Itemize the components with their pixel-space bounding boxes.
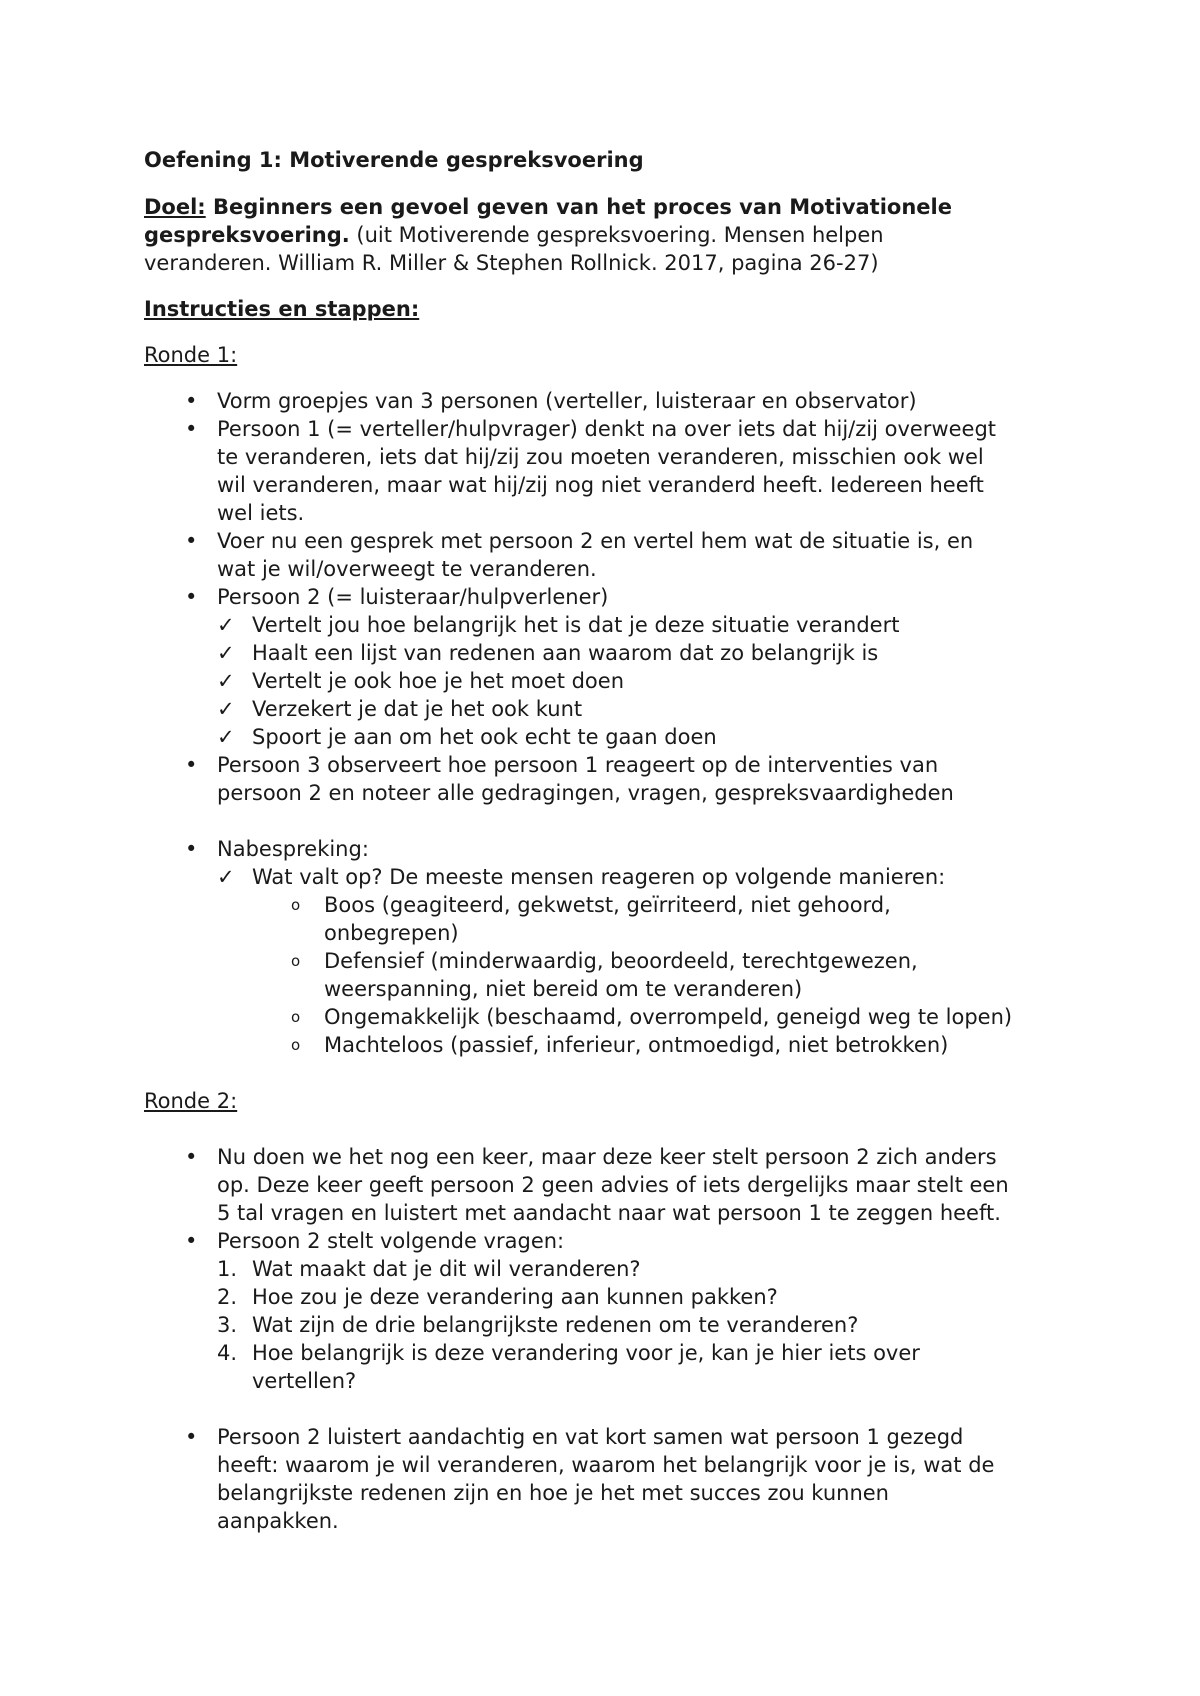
sub-bullet-icon: o xyxy=(291,952,301,970)
list-item: belangrijkste redenen zijn en hoe je het met succes zou kunnen xyxy=(217,1481,889,1505)
document-title: Oefening 1: Motiverende gespreksvoering xyxy=(144,148,644,172)
round-1-heading: Ronde 1: xyxy=(144,343,238,367)
list-item: heeft: waarom je wil veranderen, waarom het belangrijk voor je is, wat de xyxy=(217,1453,995,1477)
sub-list-item: onbegrepen) xyxy=(324,921,459,945)
doel-bold-text-2: gespreksvoering. xyxy=(144,223,350,247)
doel-bold-text: Beginners een gevoel geven van het proces van Motivationele xyxy=(205,195,952,219)
doel-line-1 xyxy=(144,193,952,221)
list-item: Persoon 3 observeert hoe persoon 1 reageert op de interventies van xyxy=(217,753,939,777)
bullet-icon: • xyxy=(185,389,198,413)
bullet-icon: • xyxy=(185,1229,198,1253)
list-item: op. Deze keer geeft persoon 2 geen advies of iets dergelijks maar stelt een xyxy=(217,1173,1009,1197)
bullet-icon: • xyxy=(185,837,198,861)
sub-bullet-icon: o xyxy=(291,1036,301,1054)
checkmark-icon: ✓ xyxy=(217,641,235,665)
list-item: aanpakken. xyxy=(217,1509,339,1533)
list-item: Persoon 2 (= luisteraar/hulpverlener) xyxy=(217,585,609,609)
list-item: 5 tal vragen en luistert met aandacht naar wat persoon 1 te zeggen heeft. xyxy=(217,1201,1001,1225)
list-item: Nu doen we het nog een keer, maar deze keer stelt persoon 2 zich anders xyxy=(217,1145,997,1169)
list-item: te veranderen, iets dat hij/zij zou moeten veranderen, misschien ook wel xyxy=(217,445,984,469)
list-item: Persoon 2 luistert aandachtig en vat kort samen wat persoon 1 gezegd xyxy=(217,1425,964,1449)
list-item: Vorm groepjes van 3 personen (verteller, luisteraar en observator) xyxy=(217,389,917,413)
sub-bullet-icon: o xyxy=(291,896,301,914)
check-item: Vertelt jou hoe belangrijk het is dat je deze situatie verandert xyxy=(252,613,900,637)
check-item: Haalt een lijst van redenen aan waarom dat zo belangrijk is xyxy=(252,641,879,665)
bullet-icon: • xyxy=(185,753,198,777)
list-item: Voer nu een gesprek met persoon 2 en vertel hem wat de situatie is, en xyxy=(217,529,974,553)
checkmark-icon: ✓ xyxy=(217,865,235,889)
checkmark-icon: ✓ xyxy=(217,697,235,721)
question-item: Hoe belangrijk is deze verandering voor je, kan je hier iets over xyxy=(252,1341,920,1365)
doel-source-2: veranderen. William R. Miller & Stephen Rollnick. 2017, pagina 26-27) xyxy=(144,251,879,275)
bullet-icon: • xyxy=(185,1425,198,1449)
doel-line-2 xyxy=(144,221,884,249)
check-item: Verzekert je dat je het ook kunt xyxy=(252,697,583,721)
check-item: Spoort je aan om het ook echt te gaan doen xyxy=(252,725,717,749)
list-item: wil veranderen, maar wat hij/zij nog niet veranderd heeft. Iedereen heeft xyxy=(217,473,984,497)
bullet-icon: • xyxy=(185,529,198,553)
bullet-icon: • xyxy=(185,585,198,609)
bullet-icon: • xyxy=(185,417,198,441)
sub-list-item: weerspanning, niet bereid om te veranderen) xyxy=(324,977,803,1001)
list-item: Persoon 1 (= verteller/hulpvrager) denkt na over iets dat hij/zij overweegt xyxy=(217,417,997,441)
list-item: wat je wil/overweegt te veranderen. xyxy=(217,557,597,581)
check-item: Wat valt op? De meeste mensen reageren op volgende manieren: xyxy=(252,865,946,889)
question-number: 4. xyxy=(217,1341,238,1365)
list-item: Persoon 2 stelt volgende vragen: xyxy=(217,1229,565,1253)
checkmark-icon: ✓ xyxy=(217,613,235,637)
list-item: wel iets. xyxy=(217,501,305,525)
question-number: 1. xyxy=(217,1257,238,1281)
round-2-heading: Ronde 2: xyxy=(144,1089,238,1113)
list-item: persoon 2 en noteer alle gedragingen, vragen, gespreksvaardigheden xyxy=(217,781,954,805)
check-item: Vertelt je ook hoe je het moet doen xyxy=(252,669,625,693)
question-item: Hoe zou je deze verandering aan kunnen pakken? xyxy=(252,1285,778,1309)
question-number: 2. xyxy=(217,1285,238,1309)
sub-list-item: Boos (geagiteerd, gekwetst, geïrriteerd, niet gehoord, xyxy=(324,893,891,917)
question-item: vertellen? xyxy=(252,1369,357,1393)
doel-source: (uit Motiverende gespreksvoering. Mensen helpen xyxy=(349,223,884,247)
sub-list-item: Ongemakkelijk (beschaamd, overrompeld, geneigd weg te lopen) xyxy=(324,1005,1013,1029)
question-number: 3. xyxy=(217,1313,238,1337)
instructions-heading: Instructies en stappen: xyxy=(144,297,420,321)
checkmark-icon: ✓ xyxy=(217,669,235,693)
list-item: Nabespreking: xyxy=(217,837,369,861)
question-item: Wat zijn de drie belangrijkste redenen om te veranderen? xyxy=(252,1313,859,1337)
question-item: Wat maakt dat je dit wil veranderen? xyxy=(252,1257,641,1281)
sub-list-item: Machteloos (passief, inferieur, ontmoedigd, niet betrokken) xyxy=(324,1033,949,1057)
bullet-icon: • xyxy=(185,1145,198,1169)
doel-label: Doel: xyxy=(144,195,206,219)
sub-list-item: Defensief (minderwaardig, beoordeeld, terechtgewezen, xyxy=(324,949,918,973)
checkmark-icon: ✓ xyxy=(217,725,235,749)
sub-bullet-icon: o xyxy=(291,1008,301,1026)
